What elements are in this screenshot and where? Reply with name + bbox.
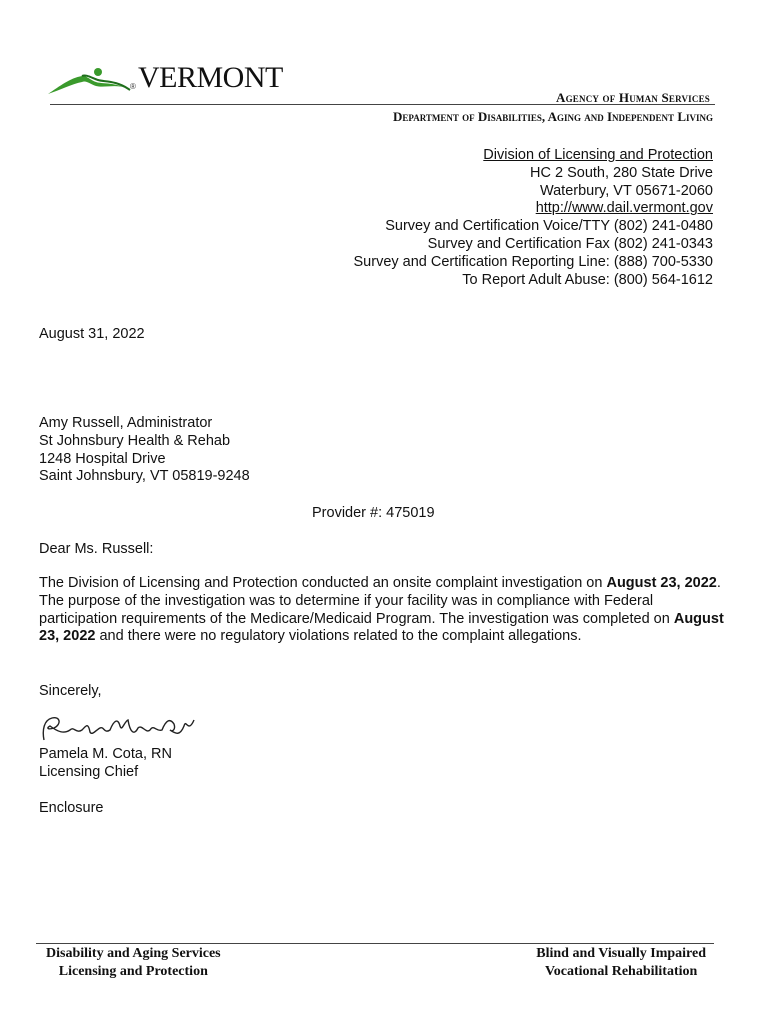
agency-name: Agency of Human Services: [556, 90, 710, 105]
footer-left-line-1: Disability and Aging Services: [46, 946, 221, 961]
recipient-address: [39, 415, 250, 486]
enclosure-note: Enclosure: [39, 800, 104, 816]
recipient-line: Amy Russell, Administrator: [39, 415, 213, 431]
recipient-line: Saint Johnsbury, VT 05819-9248: [39, 468, 250, 485]
letter-date: August 31, 2022: [39, 326, 145, 342]
address-line-1: HC 2 South, 280 State Drive: [530, 164, 713, 181]
footer-left-line-2: Licensing and Protection: [58, 963, 208, 979]
voice-phone: Survey and Certification Voice/TTY (802) 241-0480: [385, 218, 713, 235]
logo-wordmark: VERMONT: [138, 61, 283, 94]
mountain-logo-icon: [46, 64, 136, 98]
body-text-1: The Division of Licensing and Protection conducted an onsite complaint investigation on: [39, 575, 607, 591]
provider-number: Provider #: 475019: [312, 505, 435, 521]
footer-divider: [36, 943, 714, 944]
completion-date: August 23, 2022: [39, 610, 724, 645]
signer-block: [39, 746, 172, 782]
division-name: Division of Licensing and Protection: [483, 147, 713, 163]
body-text-3: and there were no regulatory violations related to the complaint allegations.: [95, 628, 582, 645]
recipient-line: St Johnsbury Health & Rehab: [39, 432, 231, 449]
signer-title: Licensing Chief: [39, 763, 139, 780]
department-name: Department of Disabilities, Aging and Independent Living: [393, 109, 713, 124]
footer-right-line-2: Vocational Rehabilitation: [544, 963, 698, 979]
address-line-2: Waterbury, VT 05671-2060: [539, 182, 713, 199]
investigation-date: August 23, 2022: [606, 575, 717, 591]
signer-name: Pamela M. Cota, RN: [39, 746, 172, 762]
handwritten-signature: [38, 712, 198, 746]
website-link[interactable]: http://www.dail.vermont.gov: [535, 200, 713, 217]
vermont-logo: [46, 60, 286, 100]
closing: Sincerely,: [39, 683, 102, 699]
letter-body: [39, 575, 729, 646]
salutation: Dear Ms. Russell:: [39, 541, 154, 557]
fax-number: Survey and Certification Fax (802) 241-0343: [427, 235, 713, 252]
body-text-2: . The purpose of the investigation was to determine if your facility was in compliance with Federal participation requirements of the Medicare/Medicaid Program. The investigation was completed on: [39, 575, 721, 627]
footer-right: [536, 945, 706, 980]
footer-left: [46, 945, 221, 980]
recipient-line: 1248 Hospital Drive: [39, 450, 166, 467]
registered-mark: ®: [130, 82, 136, 91]
abuse-line: To Report Adult Abuse: (800) 564-1612: [462, 271, 713, 288]
footer-right-line-1: Blind and Visually Impaired: [536, 946, 706, 961]
reporting-line: Survey and Certification Reporting Line: (888) 700-5330: [353, 253, 713, 270]
contact-block: [354, 147, 714, 289]
